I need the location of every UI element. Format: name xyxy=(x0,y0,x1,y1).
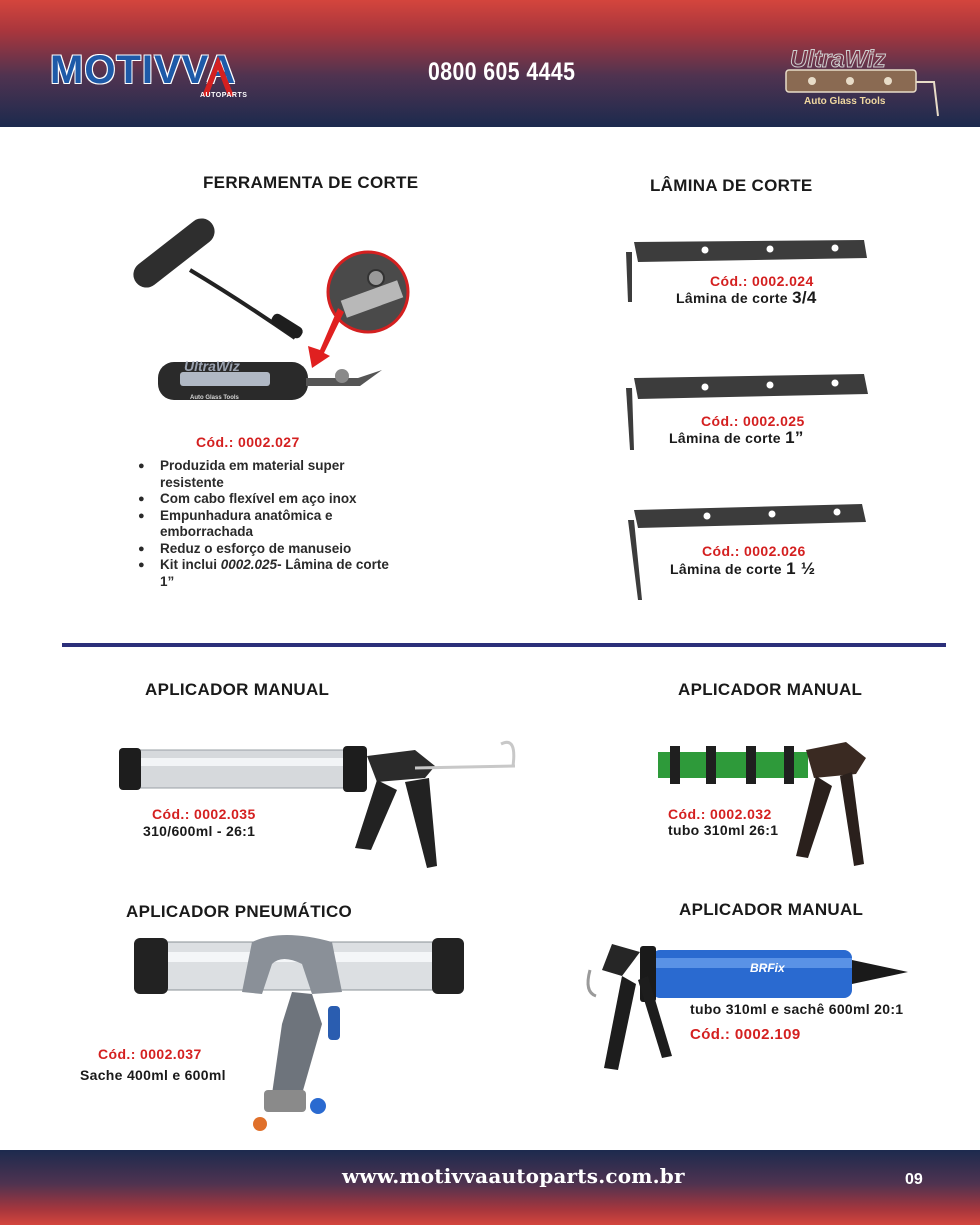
blade-desc xyxy=(676,288,817,308)
blades-title: LÂMINA DE CORTE xyxy=(650,176,813,195)
page-number: 09 xyxy=(905,1171,923,1188)
blade-size: 3/4 xyxy=(792,288,817,307)
blade-size: 1 ½ xyxy=(786,559,816,578)
applicator-title: APLICADOR PNEUMÁTICO xyxy=(126,902,353,921)
motivva-logo xyxy=(50,48,280,108)
tool-brand-text: UltraWiz xyxy=(184,358,240,374)
list-item: ● Com cabo flexível em aço inox xyxy=(138,491,398,508)
brand-sub: AUTOPARTS xyxy=(200,92,248,99)
kit-post: - Lâmina de corte 1” xyxy=(160,557,389,589)
applicator-desc: tubo 310ml e sachê 600ml 20:1 xyxy=(690,1001,904,1017)
website-link[interactable]: www.motivvaautoparts.com.br xyxy=(342,1164,685,1188)
section-divider xyxy=(62,643,946,647)
list-item: ● Reduz o esforço de manuseio xyxy=(138,541,398,558)
applicator-title: APLICADOR MANUAL xyxy=(679,900,864,919)
list-item: ● Empunhadura anatômica e emborrachada xyxy=(138,508,398,541)
tool-sub-text: Auto Glass Tools xyxy=(190,395,239,401)
feature-list xyxy=(138,458,398,590)
applicator-code: Cód.: 0002.109 xyxy=(690,1026,801,1043)
kit-code: 0002.025 xyxy=(220,557,278,572)
blade-desc xyxy=(669,428,804,448)
list-item xyxy=(138,557,398,590)
brfix-brand: BRFix xyxy=(750,961,785,975)
cut-tool-title: FERRAMENTA DE CORTE xyxy=(203,173,419,192)
brand-name: MOTIVVA xyxy=(50,48,237,92)
applicator-code: Cód.: 0002.037 xyxy=(98,1046,202,1062)
applicator-title: APLICADOR MANUAL xyxy=(678,680,863,699)
applicator-image xyxy=(132,934,472,1134)
cut-tool-code: Cód.: 0002.027 xyxy=(196,434,300,450)
applicator-code: Cód.: 0002.035 xyxy=(152,806,256,822)
partner-brand: UltraWiz xyxy=(790,46,886,73)
kit-pre: Kit inclui xyxy=(160,557,221,572)
phone-number: 0800 605 4445 xyxy=(428,58,576,86)
cut-tool-image xyxy=(120,210,420,430)
blade-code: Cód.: 0002.025 xyxy=(701,413,805,429)
partner-sub: Auto Glass Tools xyxy=(804,96,886,107)
blade-code: Cód.: 0002.024 xyxy=(710,273,814,289)
blade-code: Cód.: 0002.026 xyxy=(702,543,806,559)
blade-desc-text: Lâmina de corte xyxy=(676,290,788,306)
list-item: ● Produzida em material super resistente xyxy=(138,458,398,491)
blade-size: 1” xyxy=(785,428,804,447)
ultrawiz-logo xyxy=(782,40,942,118)
applicator-desc: tubo 310ml 26:1 xyxy=(668,822,779,838)
blade-desc xyxy=(670,559,815,579)
applicator-title: APLICADOR MANUAL xyxy=(145,680,330,699)
blade-desc-text: Lâmina de corte xyxy=(669,430,781,446)
applicator-desc: Sache 400ml e 600ml xyxy=(80,1067,226,1083)
blade-desc-text: Lâmina de corte xyxy=(670,561,782,577)
applicator-code: Cód.: 0002.032 xyxy=(668,806,772,822)
applicator-desc: 310/600ml - 26:1 xyxy=(143,823,256,839)
